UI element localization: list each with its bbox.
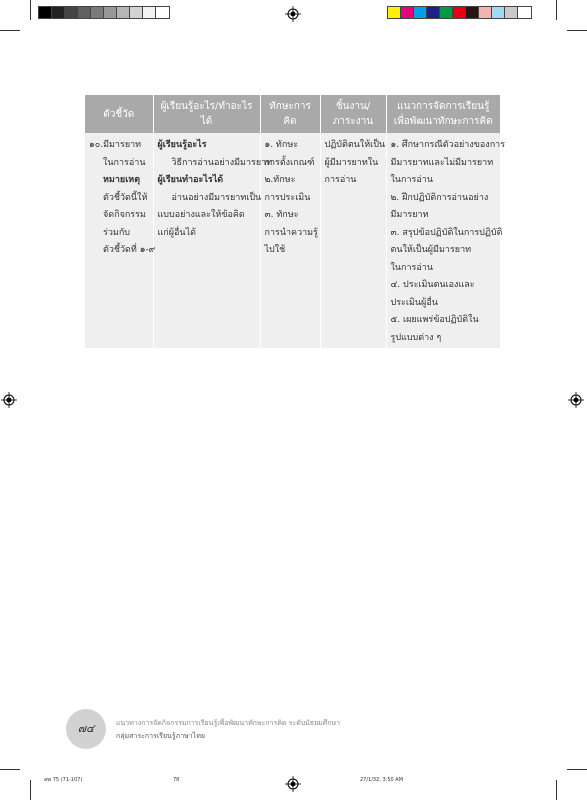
color-swatch <box>414 7 427 18</box>
gray-swatch <box>91 7 104 18</box>
header-learning-outcome: ผู้เรียนรู้อะไร/ทำอะไรได้ <box>153 95 260 133</box>
color-swatch <box>505 7 518 18</box>
cell-line: ๓. ทักษะ <box>264 210 299 220</box>
cell-line: อ่านอย่างมีมารยาทเป็น <box>171 192 262 203</box>
cell-line: ๓. สรุปข้อปฏิบัติในการปฏิบัติ <box>390 227 503 238</box>
color-swatch <box>388 7 401 18</box>
color-swatch <box>492 7 505 18</box>
cell-line: ๔. ประเมินตนเองและ <box>390 280 475 290</box>
cell-line: ร่วมกับ <box>103 227 130 238</box>
gray-swatch <box>156 7 169 18</box>
cell-line: แก่ผู้อื่นได้ <box>157 227 196 238</box>
header-workpiece <box>320 95 386 133</box>
cell-line: หมายเหตุ <box>103 175 141 185</box>
cell-line: ประเมินผู้อื่น <box>390 297 438 308</box>
cell-line: จัดกิจกรรม <box>103 210 146 220</box>
color-swatch <box>466 7 479 18</box>
cell-line: ในการอ่าน <box>390 175 433 185</box>
header-thinking-skill: ทักษะการคิด <box>260 95 320 133</box>
page-number-badge <box>66 709 106 749</box>
cell-learning-outcome <box>153 133 273 348</box>
color-swatch <box>440 7 453 18</box>
cell-line: มีมารยาท <box>390 210 429 220</box>
indicator-table <box>85 95 506 348</box>
cell-thinking-skill <box>260 133 320 348</box>
crop-mark <box>0 30 20 31</box>
slug-datetime: 27/1/32, 3:50 AM <box>360 777 404 783</box>
cell-line: ในการอ่าน <box>390 262 433 273</box>
cell-line: ๑๐.มีมารยาท <box>89 140 142 150</box>
gray-swatch <box>39 7 52 18</box>
gray-swatch <box>130 7 143 18</box>
gray-swatch <box>78 7 91 18</box>
page-number: ๗๔ <box>77 722 95 735</box>
cell-line: วิธีการอ่านอย่างมีมารยาท <box>171 157 273 168</box>
gray-swatch <box>65 7 78 18</box>
gray-swatch <box>104 7 117 18</box>
crop-mark <box>30 780 31 800</box>
cell-line: ตนให้เป็นผู้มีมารยาท <box>390 245 472 255</box>
gray-swatch <box>117 7 130 18</box>
cell-line: ปฏิบัติตนให้เป็น <box>324 140 386 150</box>
color-swatch <box>453 7 466 18</box>
registration-mark-icon <box>1 392 17 408</box>
header-approach-line: แนวการจัดการเรียนรู้ เพื่อพัฒนาทักษะการคิด <box>393 101 493 127</box>
cell-line: มีมารยาทและไม่มีมารยาท <box>390 157 494 168</box>
header-indicator: ตัวชี้วัด <box>85 95 153 133</box>
cell-line: ตัวชี้วัดที่ ๑-๙ <box>103 245 156 255</box>
cell-line: ผู้มีมารยาทใน <box>324 157 379 168</box>
color-swatch <box>518 7 531 18</box>
cell-line: ไปใช้ <box>264 245 286 255</box>
cell-line: ตัวชี้วัดนี้ให้ <box>103 192 148 203</box>
crop-mark <box>556 0 557 20</box>
grayscale-color-bar <box>38 6 170 19</box>
registration-mark-icon <box>285 776 301 792</box>
cell-line: ผู้เรียนทำอะไรได้ <box>157 175 224 185</box>
cell-line: การตั้งเกณฑ์ <box>264 157 315 168</box>
cell-line: ๒.ทักษะ <box>264 175 296 185</box>
crop-mark <box>567 30 587 31</box>
crop-mark <box>0 769 20 770</box>
cell-line: ในการอ่าน <box>103 157 146 168</box>
crop-mark <box>567 769 587 770</box>
cell-line: แบบอย่างและให้ข้อคิด <box>157 210 245 220</box>
cell-indicator <box>85 133 156 348</box>
footer-subject: กลุ่มสาระการเรียนรู้ภาษาไทย <box>116 732 205 740</box>
crop-mark <box>30 0 31 20</box>
cell-line: การอ่าน <box>324 175 357 185</box>
cell-line: ๕. เผยแพร่ข้อปฏิบัติใน <box>390 315 479 325</box>
color-swatch <box>479 7 492 18</box>
registration-mark-icon <box>568 392 584 408</box>
header-learning-approach <box>386 95 500 133</box>
cell-line: การประเมิน <box>264 192 311 203</box>
header-workpiece-line: ชิ้นงาน/ ภาระงาน <box>332 101 374 127</box>
registration-mark-icon <box>285 6 301 22</box>
gray-swatch <box>52 7 65 18</box>
slug-filename: aw 75 (71-107) <box>44 777 83 783</box>
color-swatch <box>427 7 440 18</box>
crop-mark <box>556 780 557 800</box>
gray-swatch <box>143 7 156 18</box>
cell-line: การนำความรู้ <box>264 227 318 238</box>
cell-line: รูปแบบต่าง ๆ <box>390 332 442 343</box>
cell-learning-approach <box>386 133 506 348</box>
process-color-bar <box>387 6 532 19</box>
cell-line: ๒. ฝึกปฏิบัติการอ่านอย่าง <box>390 192 489 203</box>
slug-page: 78 <box>173 777 180 783</box>
cell-workpiece <box>320 133 386 348</box>
color-swatch <box>401 7 414 18</box>
cell-line: ผู้เรียนรู้อะไร <box>157 140 207 150</box>
cell-line: ๑. ทักษะ <box>264 140 299 150</box>
cell-line: ๑. ศึกษากรณีตัวอย่างของการ <box>390 140 506 150</box>
footer-book-title: แนวทางการจัดกิจกรรมการเรียนรู้เพื่อพัฒนาทักษะการคิด ระดับมัธยมศึกษา <box>116 719 341 727</box>
